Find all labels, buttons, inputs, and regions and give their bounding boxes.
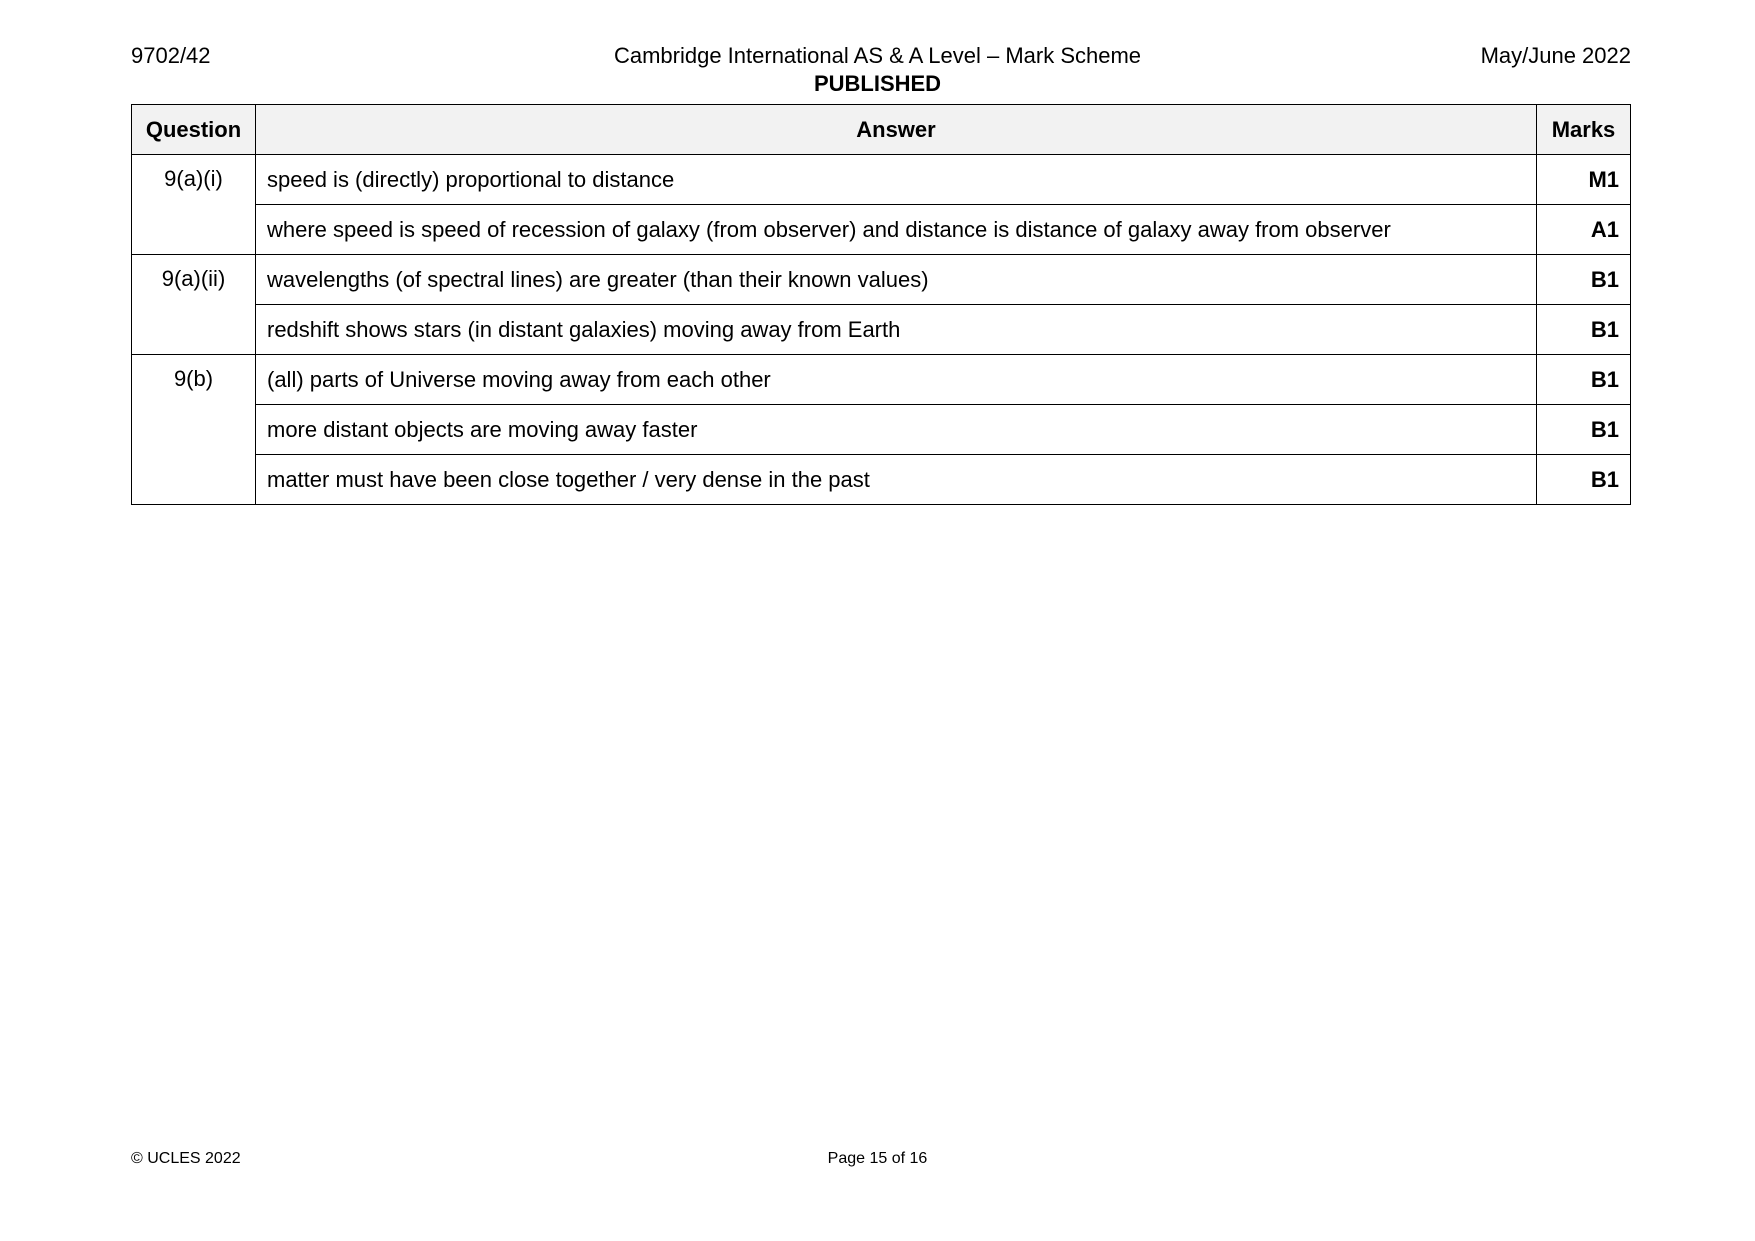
- mark-cell: B1: [1537, 355, 1631, 405]
- mark-scheme-table: [131, 104, 1631, 505]
- column-header-question: Question: [132, 105, 256, 155]
- table-header-row: [132, 105, 1631, 155]
- table-row: [132, 305, 1631, 355]
- answer-cell: more distant objects are moving away faster: [256, 405, 1537, 455]
- table-row: [132, 155, 1631, 205]
- mark-cell: B1: [1537, 455, 1631, 505]
- mark-cell: B1: [1537, 305, 1631, 355]
- mark-cell: B1: [1537, 405, 1631, 455]
- page-number: Page 15 of 16: [827, 1150, 928, 1167]
- published-label: PUBLISHED: [813, 71, 942, 96]
- mark-cell: A1: [1537, 205, 1631, 255]
- answer-cell: matter must have been close together / very dense in the past: [256, 455, 1537, 505]
- column-header-answer: Answer: [256, 105, 1537, 155]
- question-number: 9(a)(ii): [132, 255, 256, 355]
- document-title: Cambridge International AS & A Level – Mark Scheme: [613, 43, 1142, 68]
- table-row: [132, 205, 1631, 255]
- table-row: [132, 455, 1631, 505]
- question-number: 9(a)(i): [132, 155, 256, 255]
- answer-cell: where speed is speed of recession of galaxy (from observer) and distance is distance of galaxy away from observer: [256, 205, 1537, 255]
- exam-session: May/June 2022: [1480, 43, 1631, 68]
- copyright-notice: © UCLES 2022: [131, 1150, 241, 1167]
- table-row: [132, 255, 1631, 305]
- question-number: 9(b): [132, 355, 256, 505]
- answer-cell: wavelengths (of spectral lines) are greater (than their known values): [256, 255, 1537, 305]
- answer-cell: speed is (directly) proportional to distance: [256, 155, 1537, 205]
- table-row: [132, 405, 1631, 455]
- paper-code: 9702/42: [131, 43, 211, 68]
- mark-cell: M1: [1537, 155, 1631, 205]
- mark-cell: B1: [1537, 255, 1631, 305]
- table-row: [132, 355, 1631, 405]
- answer-cell: (all) parts of Universe moving away from each other: [256, 355, 1537, 405]
- column-header-marks: Marks: [1537, 105, 1631, 155]
- answer-cell: redshift shows stars (in distant galaxies) moving away from Earth: [256, 305, 1537, 355]
